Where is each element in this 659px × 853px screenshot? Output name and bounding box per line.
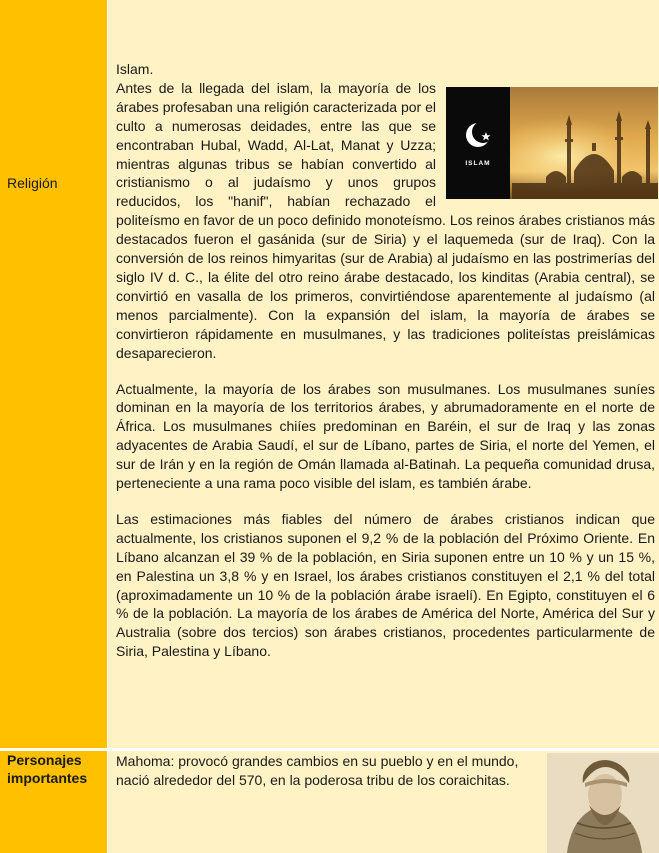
religion-paragraph-1 [116, 79, 655, 363]
religion-content-cell [108, 0, 659, 748]
personajes-label-line2: importantes [7, 770, 88, 786]
religion-paragraph-1-text: Antes de la llegada del islam, la mayoría de los árabes profesaban una religión caracterizada por el culto a numerosas deidades, entre las que se encontraban Hubal, Wadd, Al-Lat, Manat y Uzza; mientras algunas tribus se habían convertido al cristianismo o al judaísmo y unos grupos reducidos, los "hanif", habían rechazado el politeísmo en favor de un poco definido monoteísmo. Los reinos árabes cristianos más destacados fueron el gasánida (sur de Siria) y el laquemeda (sur de Iraq). Con la conversión de los reinos himyaritas (sur de Arabia) al judaísmo en las postrimerías del siglo IV d. C., la élite del otro reino árabe destacado, los kinditas (Arabia central), se convirtió en vasalla de los primeros, convirtiéndose aparentemente al judaísmo (al menos parcialmente). Con la expansión del islam, la mayoría de árabes se convirtieron rápidamente en musulmanes, y las tradiciones politeístas preislámicas desaparecieron. [116, 79, 655, 361]
religion-paragraph-2: Actualmente, la mayoría de los árabes son musulmanes. Los musulmanes suníes dominan en la mayoría de los territorios árabes, y abrumadoramente en el norte de África. Los musulmanes chiíes predominan en Baréin, el sur de Iraq y las zonas adyacentes de Arabia Saudí, el sur de Líbano, partes de Siria, el norte del Yemen, el sur de Irán y en la región de Omán llamada al-Batinah. La pequeña comunidad drusa, perteneciente a una rama poco visible del islam, es también árabe. [116, 380, 655, 492]
personajes-label-cell [0, 751, 107, 853]
islam-heading: Islam. [116, 61, 154, 77]
personajes-row [0, 751, 659, 853]
mahoma-portrait-image [547, 753, 659, 853]
personajes-content-cell [108, 751, 659, 853]
religion-label-cell [0, 0, 107, 748]
personajes-label-line1: Personajes [7, 752, 82, 768]
islam-mosque-image [446, 87, 658, 199]
religion-text [116, 60, 655, 678]
religion-paragraph-3: Las estimaciones más fiables del número de árabes cristianos indican que actualmente, los cristianos suponen el 9,2 % de la población del Próximo Oriente. En Líbano alcanzan el 39 % de la población, en Siria suponen entre un 10 % y un 15 %, en Palestina un 3,8 % y en Israel, los árabes cristianos constituyen el 2,1 % del total (aproximadamente un 10 % de la población árabe israelí). En Egipto, constituyen el 6 % de la población. La mayoría de los árabes de América del Norte, América del Sur y Australia (sobre dos tercios) son árabes cristianos, procedentes particularmente de Siria, Palestina y Líbano. [116, 510, 655, 660]
personajes-text: Mahoma: provocó grandes cambios en su pueblo y en el mundo, nació alrededor del 570, en la poderosa tribu de los coraichitas. [116, 753, 519, 788]
personajes-label [7, 751, 87, 787]
religion-label: Religión [7, 175, 58, 191]
islam-image-caption: ISLAM [465, 159, 491, 167]
